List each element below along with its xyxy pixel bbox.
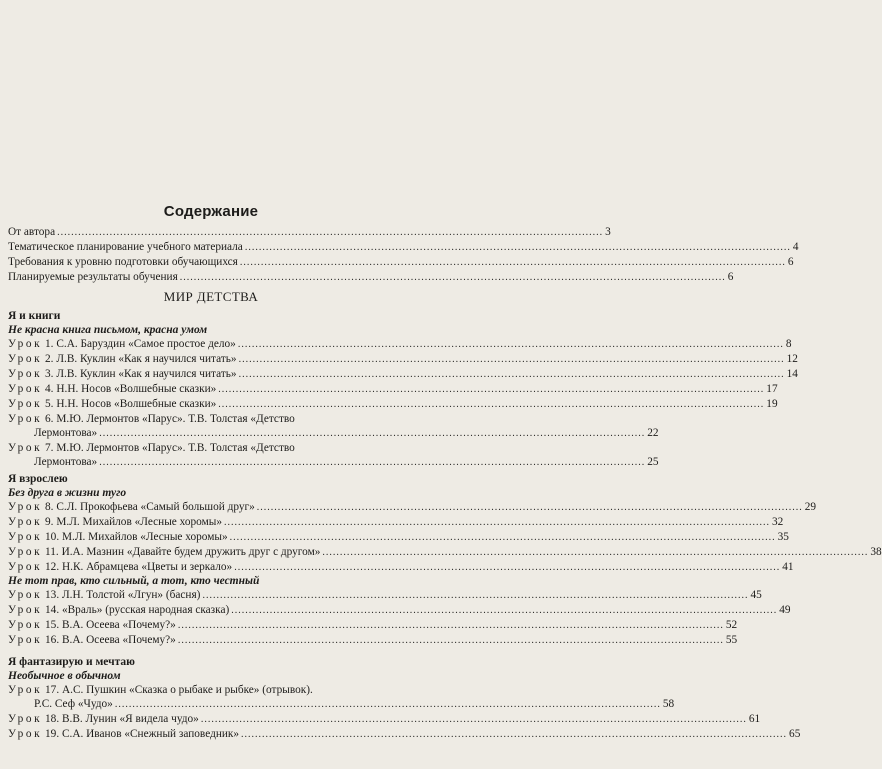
lesson-label: Урок (8, 713, 43, 725)
lesson-label: Урок (8, 383, 43, 395)
lesson-text: Л.В. Куклин «Как я научился читать» (56, 368, 237, 380)
chapter-subtitle: Необычное в обычном (8, 670, 121, 682)
lesson-page: 25 (647, 456, 659, 468)
lesson-entry (8, 530, 789, 545)
lesson-entry (8, 337, 792, 352)
lesson-text: Н.Н. Носов «Волшебные сказки» (56, 398, 217, 410)
lesson-text: М.Л. Михайлов «Лесные хоромы» (56, 516, 222, 528)
page-title: Содержание (163, 203, 259, 220)
lesson-label: Урок (8, 516, 43, 528)
lesson-text: Л.Н. Толстой «Лгун» (басня) (61, 589, 201, 601)
lesson-text: Н.Н. Носов «Волшебные сказки» (56, 383, 217, 395)
lesson-entry (8, 397, 778, 412)
lesson-text: Н.К. Абрамцева «Цветы и зеркало» (61, 561, 233, 573)
lesson-text-cont: Р.С. Сеф «Чудо» (34, 698, 113, 710)
lesson-entry (8, 618, 738, 633)
part-title: МИР ДЕТСТВА (163, 289, 259, 304)
toc-entry (8, 255, 794, 270)
toc-entry (8, 270, 734, 285)
lesson-entry (8, 603, 791, 618)
lesson-entry (8, 352, 798, 367)
lesson-page: 29 (804, 501, 817, 513)
chapter-title: Я взрослею (8, 473, 68, 485)
lesson-number: 2. (45, 353, 54, 365)
lesson-text: С.Л. Прокофьева «Самый большой друг» (56, 501, 255, 513)
lesson-page: 49 (779, 604, 791, 616)
lesson-text: М.Л. Михайлов «Лесные хоромы» (61, 531, 228, 543)
lesson-entry (8, 588, 762, 603)
lesson-text: Л.В. Куклин «Как я научился читать» (56, 353, 237, 365)
chapter-1 (8, 309, 798, 470)
lesson-entry-line2 (8, 697, 675, 712)
toc-entry (8, 240, 799, 255)
lesson-page: 61 (748, 713, 761, 725)
lesson-entry (8, 712, 761, 727)
lesson-page: 22 (647, 427, 659, 439)
lesson-number: 6. (45, 413, 54, 425)
lesson-label: Урок (8, 353, 43, 365)
lesson-label: Урок (8, 413, 43, 425)
lesson-entry (8, 515, 784, 530)
chapter-2 (8, 472, 882, 575)
front-matter-list (8, 225, 799, 285)
entry-page: 6 (787, 256, 794, 268)
entry-page: 3 (605, 226, 611, 238)
lesson-number: 8. (45, 501, 54, 513)
lesson-number: 19. (45, 728, 60, 740)
lesson-number: 10. (45, 531, 60, 543)
lesson-number: 13. (45, 589, 60, 601)
lesson-text-cont: Лермонтова» (34, 456, 98, 468)
lesson-entry-line2 (8, 455, 659, 470)
lesson-page: 32 (771, 516, 784, 528)
lesson-entry (8, 633, 738, 648)
lesson-number: 14. (45, 604, 60, 616)
lesson-label: Урок (8, 604, 43, 616)
lesson-text: С.А. Иванов «Снежный заповедник» (61, 728, 240, 740)
lesson-entry (8, 500, 817, 515)
lesson-entry (8, 382, 778, 397)
lesson-text: В.А. Осеева «Почему?» (61, 619, 176, 631)
lesson-text: «Враль» (русская народная сказка) (61, 604, 230, 616)
lesson-label: Урок (8, 442, 43, 454)
lesson-number: 16. (45, 634, 60, 646)
lesson-text: А.С. Пушкин «Сказка о рыбаке и рыбке» (отрывок). (61, 684, 313, 696)
chapter-subtitle: Без друга в жизни туго (8, 487, 127, 499)
lesson-entry-line1 (8, 683, 416, 697)
chapter-subtitle: Не красна книга письмом, красна умом (8, 324, 208, 336)
lesson-number: 4. (45, 383, 54, 395)
lesson-number: 9. (45, 516, 54, 528)
lesson-label: Урок (8, 619, 43, 631)
toc-entry (8, 225, 611, 240)
lesson-text: В.А. Осеева «Почему?» (61, 634, 176, 646)
lesson-number: 5. (45, 398, 54, 410)
lesson-label: Урок (8, 561, 43, 573)
chapter-title: Я и книги (8, 310, 61, 322)
lesson-page: 38 (870, 546, 882, 558)
lesson-page: 14 (786, 368, 798, 380)
lesson-entry (8, 560, 794, 575)
lesson-text: М.Ю. Лермонтов «Парус». Т.В. Толстая «Детство (56, 413, 295, 425)
lesson-text: И.А. Мазнин «Давайте будем дружить друг с другом» (61, 546, 321, 558)
lesson-label: Урок (8, 546, 43, 558)
chapter-subtitle: Не тот прав, кто сильный, а тот, кто честный (8, 575, 260, 587)
lesson-entry (8, 727, 801, 742)
lesson-label: Урок (8, 398, 43, 410)
lesson-text: В.В. Лунин «Я видела чудо» (61, 713, 199, 725)
lesson-number: 7. (45, 442, 54, 454)
lesson-page: 65 (789, 728, 801, 740)
entry-text: Тематическое планирование учебного материала (8, 241, 243, 253)
entry-page: 6 (727, 271, 734, 283)
lesson-page: 58 (662, 698, 675, 710)
lesson-page: 8 (785, 338, 792, 350)
lesson-label: Урок (8, 684, 43, 696)
lesson-number: 17. (45, 684, 60, 696)
lesson-label: Урок (8, 531, 43, 543)
lesson-entry (8, 545, 882, 560)
lesson-number: 18. (45, 713, 60, 725)
lesson-label: Урок (8, 634, 43, 646)
entry-page: 4 (792, 241, 799, 253)
lesson-page: 35 (777, 531, 789, 543)
lesson-number: 1. (45, 338, 54, 350)
entry-text: От автора (8, 226, 56, 238)
lesson-page: 12 (786, 353, 798, 365)
lesson-text: С.А. Баруздин «Самое простое дело» (56, 338, 236, 350)
lesson-entry (8, 367, 798, 382)
lesson-number: 11. (45, 546, 59, 558)
lesson-label: Урок (8, 368, 43, 380)
chapter-3 (8, 574, 791, 648)
lesson-label: Урок (8, 728, 43, 740)
lesson-entry-line1 (8, 412, 416, 426)
chapter-4 (8, 655, 801, 742)
lesson-entry-line2 (8, 426, 659, 441)
lesson-page: 41 (782, 561, 794, 573)
lesson-label: Урок (8, 501, 43, 513)
lesson-label: Урок (8, 338, 43, 350)
lesson-page: 52 (725, 619, 738, 631)
lesson-number: 3. (45, 368, 54, 380)
lesson-page: 55 (725, 634, 738, 646)
lesson-number: 15. (45, 619, 60, 631)
lesson-page: 19 (766, 398, 778, 410)
lesson-text-cont: Лермонтова» (34, 427, 98, 439)
chapter-title: Я фантазирую и мечтаю (8, 656, 135, 668)
lesson-page: 45 (750, 589, 762, 601)
lesson-text: М.Ю. Лермонтов «Парус». Т.В. Толстая «Детство (56, 442, 295, 454)
entry-text: Требования к уровню подготовки обучающихся (8, 256, 238, 268)
lesson-label: Урок (8, 589, 43, 601)
lesson-entry-line1 (8, 441, 416, 455)
lesson-page: 17 (766, 383, 778, 395)
entry-text: Планируемые результаты обучения (8, 271, 178, 283)
lesson-number: 12. (45, 561, 60, 573)
